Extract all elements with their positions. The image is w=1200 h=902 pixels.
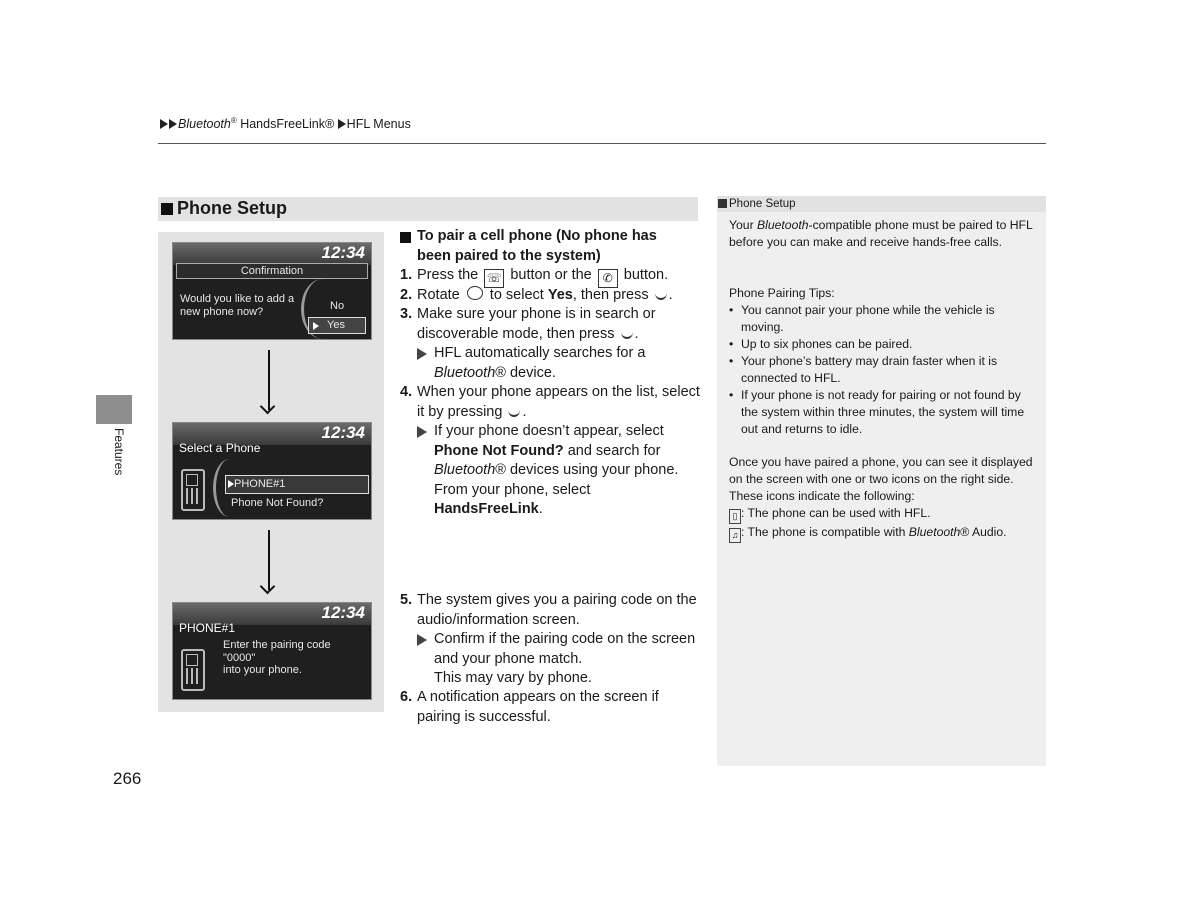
pairing-screen-title: PHONE#1 (179, 621, 236, 635)
step-3-note: HFL automatically searches for a Bluetooth® device. (417, 344, 700, 383)
phone-list-item-not-found: Phone Not Found? (231, 497, 324, 509)
press-knob-icon (621, 325, 633, 339)
tip-item: • If your phone is not ready for pairing or not found by the system within three minutes, the system will time out and returns to idle. (729, 387, 1039, 438)
section-square-icon (161, 203, 173, 215)
tip-item: • Up to six phones can be paired. (729, 336, 1039, 353)
screen-clock: 12:34 (321, 423, 365, 442)
note-arrow-icon (417, 348, 427, 360)
step-1: 1. Press the ☏ button or the ✆ button. (400, 266, 700, 288)
pairing-message: Enter the pairing code "0000" into your phone. (223, 639, 331, 676)
step-4-note: If your phone doesn’t appear, select Phone Not Found? and search for Bluetooth® devices using your phone. From your phone, select HandsFreeLink. (417, 422, 700, 520)
breadcrumb-arrow-icon (338, 119, 346, 129)
selector-knob-icon (467, 286, 483, 300)
breadcrumb-part-bluetooth: Bluetooth (178, 117, 231, 132)
hfl-phone-icon: ▯ (729, 509, 741, 524)
screen-select-phone (172, 422, 372, 520)
sidebar-title: Phone Setup (717, 196, 1046, 212)
screen-clock: 12:34 (321, 603, 365, 622)
section-heading (158, 197, 698, 221)
step-4: 4. When your phone appears on the list, select it by pressing . If your phone doesn’t appear, select Phone Not Found? and search for Bluetooth® devices using your phone. From your phone, select HandsFreeLink. (400, 383, 700, 520)
step-6: 6. A notification appears on the screen if pairing is successful. (400, 689, 659, 725)
tip-item: • You cannot pair your phone while the vehicle is moving. (729, 302, 1039, 336)
down-arrow-icon (268, 530, 270, 590)
option-yes: Yes (308, 317, 366, 334)
step-5: 5. The system gives you a pairing code on the audio/information screen. Confirm if the pairing code on the screen and your phone match. This may vary by phone. (400, 591, 700, 689)
page-number: 266 (113, 769, 142, 788)
note-marker-icon (718, 199, 727, 208)
phone-button-icon: ☏ (484, 269, 504, 288)
press-knob-icon (508, 403, 520, 417)
step-2: 2. Rotate to select Yes, then press . (400, 287, 673, 303)
breadcrumb-part-menus: HFL Menus (346, 117, 411, 132)
bluetooth-audio-icon: ♫ (729, 528, 741, 543)
heading-square-icon (400, 232, 411, 243)
sidebar-note (717, 196, 1046, 766)
step-3: 3. Make sure your phone is in search or discoverable mode, then press . HFL automatically searches for a Bluetooth® device. (400, 305, 700, 383)
option-no: No (330, 300, 345, 312)
chapter-tab-label: Features (112, 428, 126, 476)
header-rule (158, 143, 1046, 144)
down-arrow-icon (268, 350, 270, 410)
note-arrow-icon (417, 634, 427, 646)
pick-up-button-icon: ✆ (598, 269, 618, 288)
cell-phone-icon (181, 469, 205, 511)
breadcrumb-arrow-icon (169, 119, 177, 129)
sidebar-intro: Your Bluetooth-compatible phone must be paired to HFL before you can make and receive hands-free calls. (729, 218, 1033, 249)
pointer-icon (228, 480, 234, 488)
breadcrumb: Bluetooth® HandsFreeLink® HFL Menus (160, 116, 411, 131)
section-title: Phone Setup (177, 198, 288, 218)
chapter-tab (96, 395, 132, 424)
sidebar-icons-info: Once you have paired a phone, you can see it displayed on the screen with one or two icons on the right side. These icons indicate the following: ▯ : The phone can be used with HFL. ♫ : The phone is compatible with Bluetooth® Audio. (729, 454, 1039, 543)
note-arrow-icon (417, 426, 427, 438)
screen-confirmation (172, 242, 372, 340)
confirmation-title: Confirmation (176, 263, 368, 279)
confirmation-question: Would you like to add a new phone now? (180, 293, 295, 318)
breadcrumb-part-hfl: HandsFreeLink® (236, 117, 335, 132)
press-knob-icon (655, 286, 667, 300)
step-5-note: Confirm if the pairing code on the screen and your phone match. This may vary by phone. (417, 630, 700, 689)
select-phone-title: Select a Phone (179, 441, 261, 455)
tip-item: • Your phone’s battery may drain faster when it is connected to HFL. (729, 353, 1039, 387)
breadcrumb-arrow-icon (160, 119, 168, 129)
pointer-icon (313, 322, 319, 330)
phone-list-item-selected: PHONE#1 (225, 475, 369, 494)
sidebar-tips: Phone Pairing Tips: • You cannot pair your phone while the vehicle is moving. • Up to six phones can be paired. • Your phone’s battery may drain faster when it is connected to HFL. • If your phone is not ready for pairing or not found by the system within three minutes, the system will time out and returns to idle. (729, 285, 1039, 438)
screen-pairing-code (172, 602, 372, 700)
cell-phone-icon (181, 649, 205, 691)
screen-clock: 12:34 (321, 243, 365, 262)
